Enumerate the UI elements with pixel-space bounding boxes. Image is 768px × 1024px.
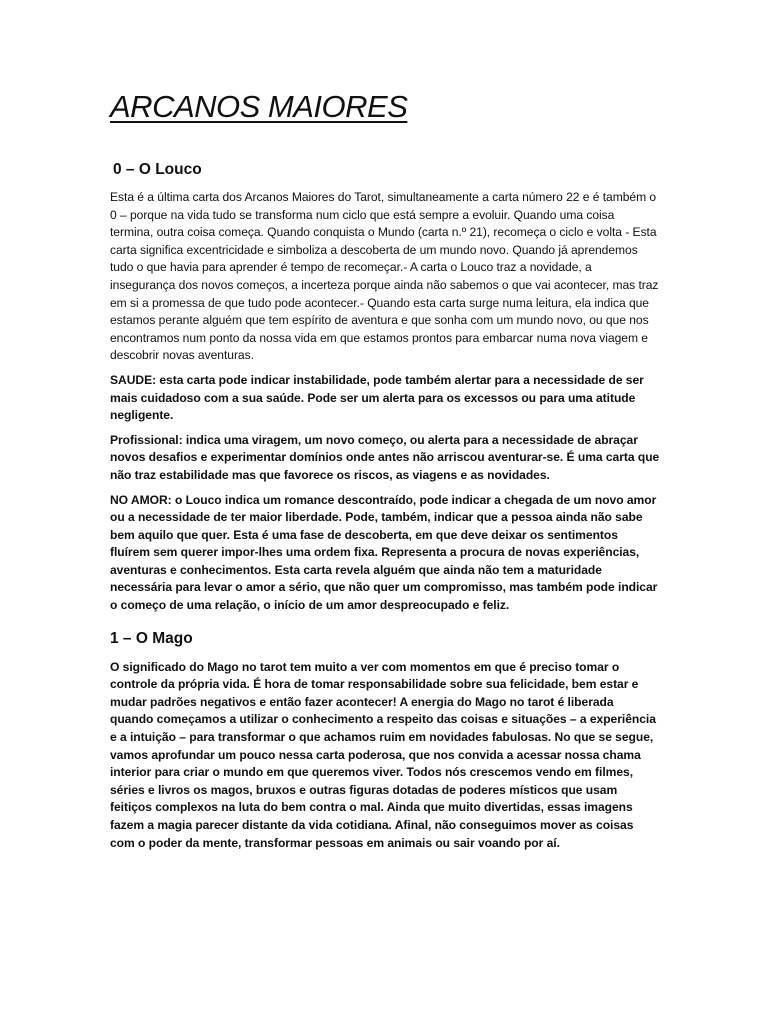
- section-o-mago: [110, 629, 660, 853]
- paragraph-louco-saude: SAUDE: esta carta pode indicar instabilidade, pode também alertar para a necessidade de ser mais cuidadoso com a sua saúde. Pode ser um alerta para os excessos ou para uma atitude negligente.: [110, 372, 644, 423]
- paragraph-louco-profissional: Profissional: indica uma viragem, um novo começo, ou alerta para a necessidade de abraçar novos desafios e experimentar domínios onde antes não arriscou aventurar-se. É uma carta que não traz estabilidade mas que favorece os riscos, as viagens e as novidades.: [110, 432, 660, 482]
- document-title: ARCANOS MAIORES: [110, 89, 408, 124]
- section-heading-o-louco: 0 – O Louco: [113, 161, 202, 178]
- paragraph-louco-intro: Esta é a última carta dos Arcanos Maiores do Tarot, simultaneamente a carta número 22 e é também o 0 – porque na vida tudo se transforma num ciclo que está sempre a evoluir. Quando uma coisa termina, outra coisa começa. Quando conquista o Mundo (carta n.º 21), recomeça o ciclo e volta - Esta carta significa excentricidade e simboliza a descoberta de um mundo novo. Quando já aprendemos tudo o que havia para aprender é tempo de recomeçar.- A carta o Louco traz a novidade, a insegurança dos novos começos, a incerteza porque ainda não sabemos o que vai acontecer, mas traz em si a promessa de que tudo pode acontecer.- Quando esta carta surge numa leitura, ela indica que estamos perante alguém que tem espírito de aventura e que sonha com um mundo novo, ou que nos encontramos num ponto da nossa vida em que estamos prontos para embarcar numa nova viagem e descobrir novas aventuras.: [110, 190, 659, 363]
- paragraph-louco-amor: NO AMOR: o Louco indica um romance descontraído, pode indicar a chegada de um novo amor ou a necessidade de ter maior liberdade. Pode, também, indicar que a pessoa ainda não sabe bem aquilo que quer. Esta é uma fase de descoberta, em que deve deixar os sentimentos fluírem sem querer impor-lhes uma ordem fixa. Representa a procura de novas experiências, aventuras e conhecimentos. Esta carta revela alguém que ainda não tem a maturidade necessária para levar o amor a sério, que não quer um compromisso, mas também pode indicar o começo de uma relação, o início de um amor despreocupado e feliz.: [110, 492, 658, 613]
- paragraph-mago-intro: O significado do Mago no tarot tem muito a ver com momentos em que é preciso tomar o controle da própria vida. É hora de tomar responsabilidade sobre sua felicidade, bem estar e mudar padrões negativos e então fazer acontecer! A energia do Mago no tarot é liberada quando começamos a utilizar o conhecimento a respeito das coisas e situações – a experiência e a intuição – para transformar o que achamos ruim em novidades fabulosas. No que se segue, vamos aprofundar um pouco nessa carta poderosa, que nos convida a acessar nossa chama interior para criar o mundo em que queremos viver. Todos nós crescemos vendo em filmes, séries e livros os magos, bruxos e outras figuras dotadas de poderes místicos que usam feitiços complexos na luta do bem contra o mal. Ainda que muito divertidas, essas imagens fazem a magia parecer distante da vida cotidiana. Afinal, não conseguimos mover as coisas com o poder da mente, transformar pessoas em animais ou sair voando por aí.: [110, 659, 656, 850]
- document-page: [110, 88, 660, 859]
- section-heading-o-mago: 1 – O Mago: [110, 629, 193, 647]
- section-o-louco: [110, 160, 660, 615]
